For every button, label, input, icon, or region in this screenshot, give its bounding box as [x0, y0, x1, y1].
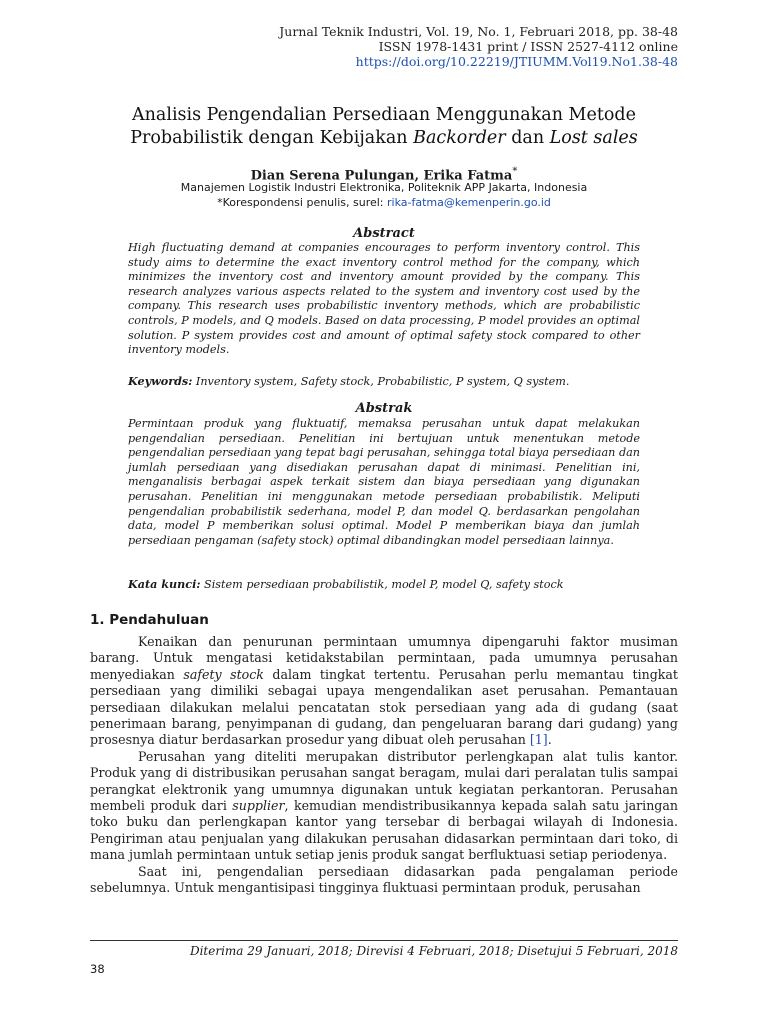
text: Kenaikan dan penurunan permintaan umumnya dipengaruhi faktor musiman barang. Untuk mengatasi ketidakstabilan permintaan, pada umumnya perusahan menyediakan [90, 634, 678, 682]
title-text: Probabilistik dengan Kebijakan [130, 128, 414, 148]
abstrak-heading: Abstrak [355, 401, 413, 416]
footer-divider [90, 940, 678, 941]
abstract-heading: Abstract [353, 226, 415, 241]
citation-link[interactable]: [1] [529, 732, 548, 748]
doi-link[interactable]: https://doi.org/10.22219/JTIUMM.Vol19.No1.38-48 [355, 54, 678, 69]
keywords-text: Inventory system, Safety stock, Probabilistic, P system, Q system. [192, 375, 570, 388]
term-safety-stock: safety stock [183, 666, 264, 682]
journal-citation: Jurnal Teknik Industri, Vol. 19, No. 1, Februari 2018, pp. 38-48 [279, 24, 678, 39]
keywords-label: Keywords: [128, 374, 193, 388]
title-line-2 [90, 127, 678, 150]
title-lost-sales: Lost sales [549, 128, 638, 148]
text: . [547, 732, 552, 748]
keywords [128, 374, 640, 390]
paragraph [90, 634, 678, 749]
abstract-text: High fluctuating demand at companies encourages to perform inventory control. This study aims to determine the exact inventory control method for the company, which minimizes the inventory cost and inventory amount provided by the company. This research analyzes various aspects related to the system and inventory cost used by the company. This research uses probabilistic inventory methods, which are probabilistic controls, P models, and Q models. Based on data processing, P model provides an optimal solution. P system provides cost and amount of optimal safety stock compared to other inventory models. [128, 241, 640, 357]
email-link[interactable]: rika-fatma@kemenperin.go.id [387, 196, 551, 209]
title-text: dan [505, 128, 550, 148]
paragraph: Saat ini, pengendalian persediaan didasarkan pada pengalaman periode sebelumnya. Untuk mengantisipasi tingginya fluktuasi permintaan produk, perusahan [90, 863, 678, 896]
affiliation: Manajemen Logistik Industri Elektronika, Politeknik APP Jakarta, Indonesia [180, 181, 588, 194]
body-text [90, 634, 678, 897]
kata-kunci-text: Sistem persediaan probabilistik, model P, model Q, safety stock [200, 578, 564, 591]
abstrak-text: Permintaan produk yang fluktuatif, memaksa perusahan untuk dapat melakukan pengendalian persediaan. Penelitian ini bertujuan untuk menentukan metode pengendalian persediaan yang tepat bagi perusahan, sehingga total biaya persediaan dan jumlah persediaan yang disediakan perusahan dapat di minimasi. Penelitian ini, menganalisis berbagai aspek terkait sistem dan biaya persediaan yang digunakan perusahan. Penelitian ini menggunakan metode persediaan probabilistik. Meliputi pengendalian probabilistik sederhana, model P, dan model Q. berdasarkan pengolahan data, model P memberikan solusi optimal. Model P memberikan biaya dan jumlah persediaan pengaman (safety stock) optimal dibandingkan model persediaan lainnya. [128, 417, 640, 547]
title-line-1: Analisis Pengendalian Persediaan Menggunakan Metode [132, 105, 636, 125]
title-backorder: Backorder [413, 128, 506, 148]
kata-kunci [128, 577, 640, 593]
section-heading: 1. Pendahuluan [90, 612, 209, 628]
paragraph [90, 749, 678, 864]
text: dalam tingkat tertentu. Perusahan perlu memantau tingkat persediaan yang dimiliki sebagai upaya mengendalikan aset perusahan. Pemantauan persediaan dilakukan melalui pencatatan stok persediaan yang ada di gudang (saat penerimaan barang, penyimpanan di gudang, dan pengeluaran barang dari gudang) yang prosesnya diatur berdasarkan prosedur yang dibuat oleh perusahan [90, 666, 678, 748]
correspondence [90, 195, 678, 210]
submission-dates: Diterima 29 Januari, 2018; Direvisi 4 Februari, 2018; Disetujui 5 Februari, 2018 [189, 944, 678, 958]
corresponding-mark: * [512, 166, 518, 177]
issn-line: ISSN 1978-1431 print / ISSN 2527-4112 online [378, 39, 678, 54]
journal-header [279, 24, 678, 69]
authors-text: Dian Serena Pulungan, Erika Fatma [250, 168, 513, 184]
text: , kemudian mendistribusikannya kepada salah satu jaringan toko buku dan perlengkapan kantor yang tersebar di berbagai wilayah di Indonesia. Pengiriman atau penjualan yang dilakukan perusahan didasarkan permintaan dari toko, di mana jumlah permintaan untuk setiap jenis produk sangat berfluktuasi setiap periodenya. [90, 798, 678, 863]
term-supplier: supplier [232, 798, 285, 814]
kata-kunci-label: Kata kunci: [128, 577, 201, 591]
paper-title [90, 104, 678, 150]
correspondence-label: *Korespondensi penulis, surel: [217, 196, 387, 209]
page-number: 38 [90, 962, 105, 976]
text: Perusahan yang diteliti merupakan distributor perlengkapan alat tulis kantor. Produk yang di distribusikan perusahan sangat beragam, mulai dari peralatan tulis sampai perangkat elektronik yang umumnya digunakan untuk kegiatan perkantoran. Perusahan membeli produk dari [90, 748, 678, 814]
